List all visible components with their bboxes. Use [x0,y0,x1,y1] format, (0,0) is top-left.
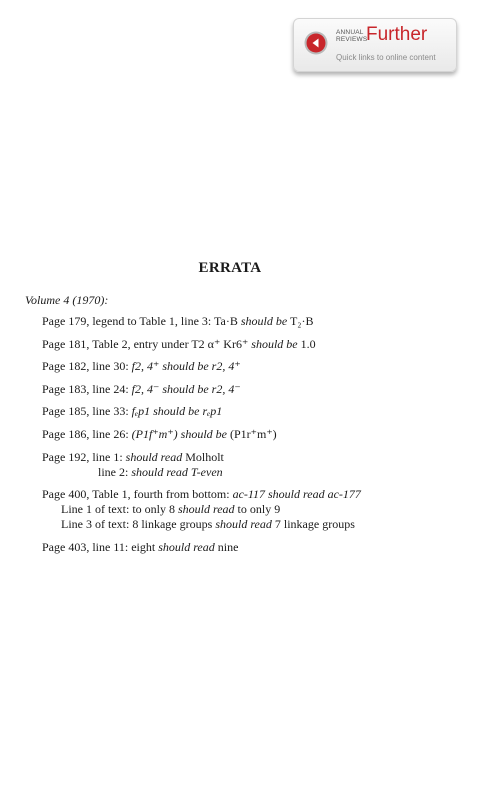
errata-text: Page 192, line 1: [42,449,126,464]
errata-entry [42,337,462,352]
correction-text: should read [125,449,183,464]
errata-line [42,450,462,465]
errata-title: ERRATA [198,260,262,276]
errata-entry [42,404,462,419]
errata-text: Page 186, line 26: [42,426,132,441]
errata-text: Molholt [182,449,224,464]
errata-text: Page 179, legend to Table 1, line 3: Ta·B [42,314,241,328]
errata-line [42,359,462,374]
errata-line [42,517,462,532]
errata-text: nine [214,539,239,554]
errata-text: Page 181, Table 2, entry under T2 α⁺ Kr6⁺ [42,336,252,351]
errata-text: T₂·B [287,314,314,328]
brand-line-2: REVIEWS [336,36,368,43]
errata-line [42,465,462,480]
errata-text: 7 linkage groups [271,517,355,532]
correction-text: should be [240,314,288,328]
correction-text: should read T-even [131,464,223,479]
errata-line [42,382,462,397]
errata-entry [42,487,462,532]
errata-text: Line 3 of text: 8 linkage groups [61,517,216,532]
errata-text: Page 185, line 33: [42,404,132,419]
errata-entry [42,314,462,329]
errata-entry [42,359,462,374]
correction-text: should read [177,502,235,517]
errata-list [42,314,462,562]
play-circle-icon [304,31,328,55]
correction-text: should be [251,336,298,351]
annual-reviews-wordmark [336,29,367,43]
correction-text: should read [158,539,215,554]
errata-text: to only 9 [234,502,281,517]
errata-text: (P1r⁺m⁺) [226,426,277,441]
correction-text: f2, 4⁻ should be r2, 4⁻ [131,381,241,396]
errata-text: Page 400, Table 1, fourth from bottom: [42,487,233,502]
correction-text: fₑp1 should be rₑp1 [131,404,223,419]
errata-text: 1.0 [297,336,316,351]
errata-text: Page 182, line 30: [42,359,132,374]
errata-line [42,502,462,517]
errata-entry [42,427,462,442]
further-title: Further [366,24,428,45]
errata-line [42,540,462,555]
correction-text: (P1f⁺m⁺) should be [131,426,227,441]
errata-entry [42,382,462,397]
errata-text: Line 1 of text: to only 8 [61,502,178,517]
errata-entry [42,450,462,480]
volume-heading: Volume 4 (1970): [25,293,109,307]
errata-text: Page 403, line 11: eight [42,539,159,554]
errata-line [42,314,462,329]
errata-text: line 2: [98,464,132,479]
brand-line-1: ANNUAL [336,29,364,36]
correction-text: should read [215,517,272,532]
errata-line [42,427,462,442]
annual-reviews-further-badge[interactable] [293,18,457,72]
correction-text: f2, 4⁺ should be r2, 4⁺ [131,359,241,374]
errata-text: Page 183, line 24: [42,381,132,396]
correction-text: ac-117 should read ac-177 [232,487,361,502]
errata-line [42,487,462,502]
errata-line [42,404,462,419]
errata-line [42,337,462,352]
errata-entry [42,540,462,555]
further-tagline: Quick links to online content [336,53,436,62]
